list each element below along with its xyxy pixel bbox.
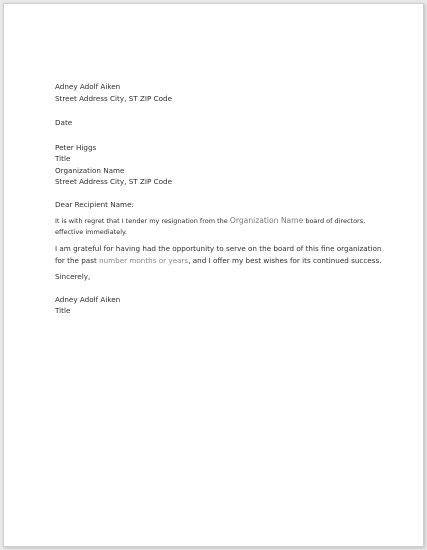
signature-name: Adney Adolf Aiken [55, 294, 121, 304]
organization-name-placeholder: Organization Name [229, 216, 304, 225]
letter-body [55, 81, 385, 317]
paragraph1-text-start: It is with regret that I tender my resignation from the [55, 217, 230, 225]
recipient-title: Title [55, 154, 71, 163]
duration-placeholder: number months or years [99, 255, 189, 265]
signature-title: Title [55, 306, 71, 315]
salutation: Dear Recipient Name: [55, 199, 134, 209]
letter-date: Date [55, 118, 73, 127]
recipient-organization: Organization Name [55, 165, 125, 175]
paragraph2-text-start: I am grateful for having had the opportunity to serve on the board of this fine organization for the past [55, 244, 382, 265]
paragraph1-text-end: board of directors, effective immediately. [55, 217, 366, 236]
gratitude-paragraph [55, 243, 385, 266]
sender-address: Street Address City, ST ZIP Code [55, 93, 172, 103]
paragraph2-text-end: , and I offer my best wishes for its continued success. [188, 255, 382, 265]
recipient-address: Street Address City, ST ZIP Code [55, 177, 172, 186]
document-page [3, 3, 424, 547]
sender-name: Adney Adolf Aiken [55, 82, 121, 91]
resignation-paragraph [55, 215, 385, 238]
recipient-name: Peter Higgs [55, 142, 97, 152]
closing: Sincerely, [55, 272, 91, 281]
